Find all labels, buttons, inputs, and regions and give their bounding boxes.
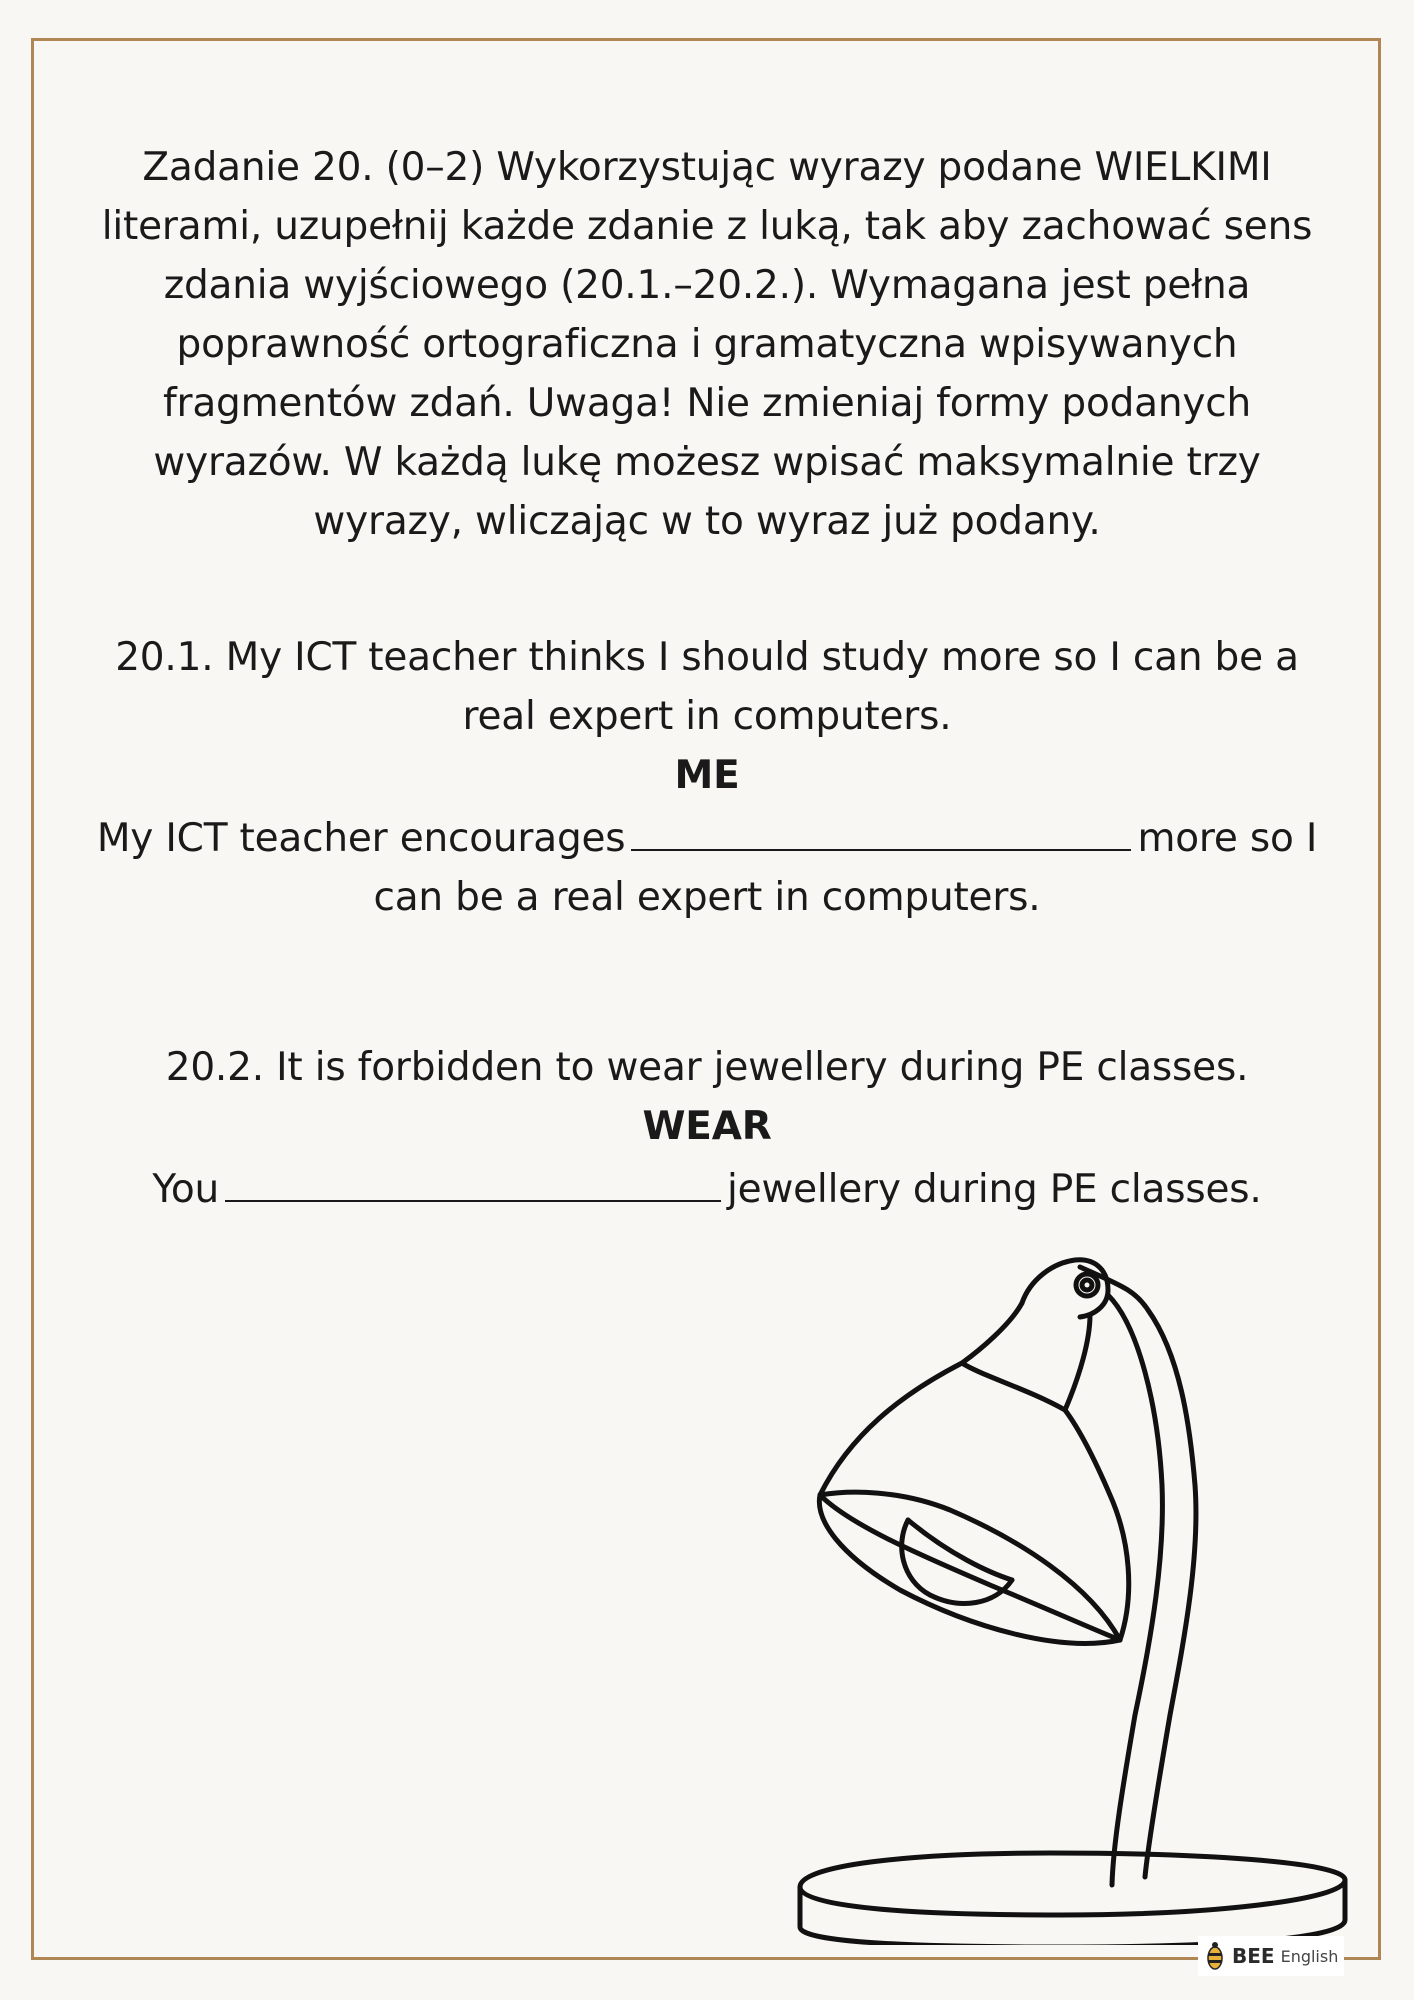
task-20-1-after-gap: more so I can be a real expert in computers.: [373, 816, 1318, 920]
task-20-2-keyword: WEAR: [642, 1104, 772, 1149]
instructions-text: Zadanie 20. (0–2) Wykorzystując wyrazy podane WIELKIMI literami, uzupełnij każde zdanie z luką, tak aby zachować sens zdania wyjściowego (20.1.–20.2.). Wymagana jest pełna poprawność ortograficzna i gramatyczna wpisywanych fragmentów zdań. Uwaga! Nie zmieniaj formy podanych wyrazów. W każdą lukę możesz wpisać maksymalnie trzy wyrazy, wliczając w to wyraz już podany.: [101, 145, 1313, 544]
bee-icon: [1204, 1941, 1226, 1971]
task-20-2: [90, 1038, 1324, 1219]
task-20-1-gap[interactable]: [631, 805, 1131, 851]
task-20-1-source: 20.1. My ICT teacher thinks I should study more so I can be a real expert in computers.: [115, 635, 1299, 739]
task-20-2-after-gap: jewellery during PE classes.: [727, 1167, 1262, 1212]
task-20-2-before-gap: You: [152, 1167, 220, 1212]
desk-lamp-illustration: [790, 1255, 1360, 1945]
task-20-2-source: 20.2. It is forbidden to wear jewellery during PE classes.: [165, 1045, 1249, 1090]
task-20-1-before-gap: My ICT teacher encourages: [96, 816, 626, 861]
logo-suffix: English: [1280, 1946, 1339, 1966]
task-20-1: [90, 628, 1324, 927]
task-20-1-sentence: [90, 805, 1324, 927]
task-20-2-gap[interactable]: [225, 1156, 721, 1202]
task-20-1-keyword: ME: [674, 753, 740, 798]
logo-brand: BEE: [1232, 1944, 1275, 1968]
task-20-2-sentence: [90, 1156, 1324, 1219]
bee-english-logo: [1198, 1936, 1344, 1976]
